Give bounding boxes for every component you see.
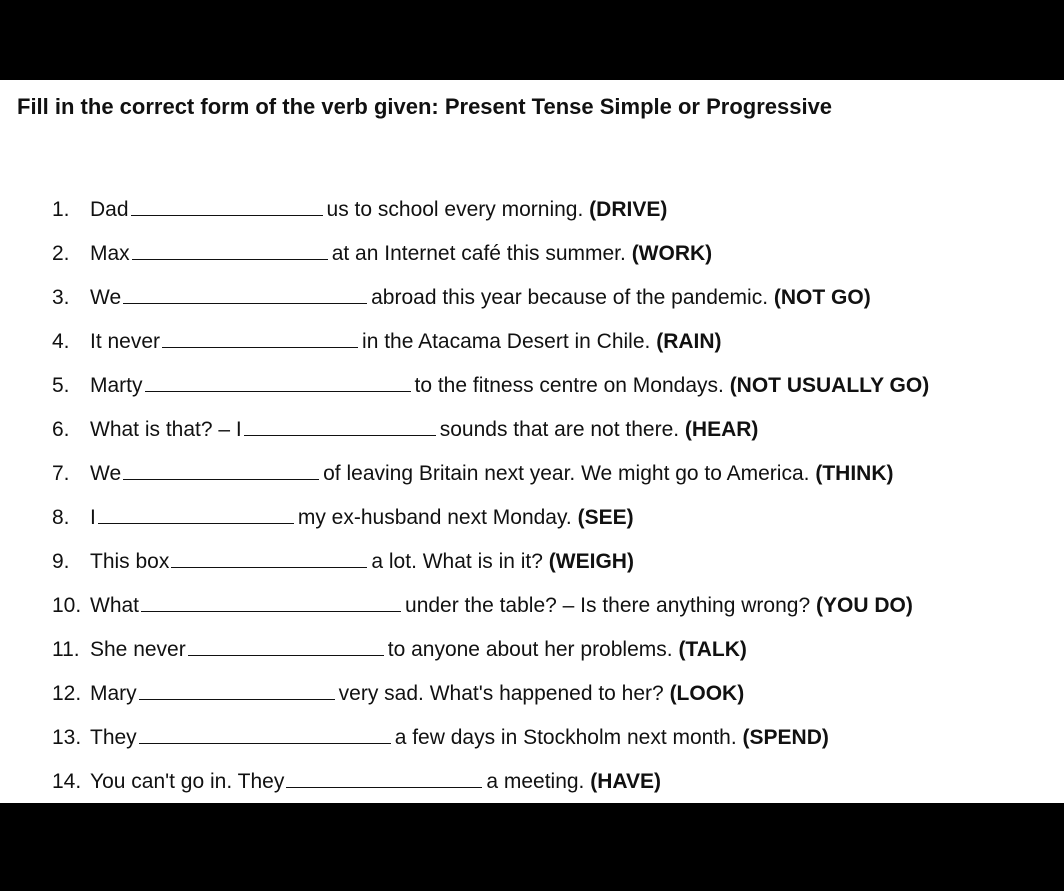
item-number: 4. xyxy=(52,330,70,353)
answer-blank-4[interactable] xyxy=(162,346,358,348)
item-text-after: a meeting. xyxy=(486,770,585,793)
exercise-item-2 xyxy=(52,234,712,266)
item-text-after: in the Atacama Desert in Chile. xyxy=(362,330,651,353)
item-text-after: at an Internet café this summer. xyxy=(331,242,626,265)
item-text-after: abroad this year because of the pandemic. xyxy=(371,286,769,309)
item-number: 8. xyxy=(52,506,70,529)
item-number: 10. xyxy=(52,594,82,617)
item-text-before: What is that? – I xyxy=(90,418,242,441)
item-text-before: Marty xyxy=(90,374,143,397)
item-text-before: It never xyxy=(90,330,161,353)
item-text-before: You can't go in. They xyxy=(90,770,285,793)
exercise-item-1 xyxy=(52,190,772,222)
exercise-item-4 xyxy=(52,322,722,354)
exercise-item-9 xyxy=(52,542,634,574)
item-text-before: Max xyxy=(90,242,130,265)
answer-blank-13[interactable] xyxy=(139,742,391,744)
item-number: 1. xyxy=(52,198,70,221)
exercise-item-12 xyxy=(52,674,744,706)
answer-blank-9[interactable] xyxy=(171,566,367,568)
item-number: 13. xyxy=(52,726,82,749)
item-text-before: What xyxy=(90,594,140,617)
item-number: 11. xyxy=(52,638,80,661)
exercise-item-11 xyxy=(52,630,747,662)
item-text-after: very sad. What's happened to her? xyxy=(338,682,664,705)
answer-blank-6[interactable] xyxy=(244,434,436,436)
exercise-item-13 xyxy=(52,718,829,750)
exercise-item-14 xyxy=(52,762,661,794)
item-text-after: a few days in Stockholm next month. xyxy=(394,726,737,749)
item-text-before: Mary xyxy=(90,682,137,705)
item-text-before: We xyxy=(90,286,122,309)
item-number: 5. xyxy=(52,374,70,397)
answer-blank-11[interactable] xyxy=(188,654,384,656)
exercise-item-10 xyxy=(52,586,913,618)
item-number: 3. xyxy=(52,286,70,309)
exercise-item-6 xyxy=(52,410,758,442)
item-verb-hint: (THINK) xyxy=(815,462,894,485)
item-verb-hint: (YOU DO) xyxy=(815,594,913,617)
exercise-item-7 xyxy=(52,454,893,486)
item-verb-hint: (WEIGH) xyxy=(548,550,634,573)
item-number: 7. xyxy=(52,462,70,485)
answer-blank-8[interactable] xyxy=(98,522,294,524)
item-verb-hint: (HAVE) xyxy=(590,770,662,793)
item-verb-hint: (LOOK) xyxy=(669,682,745,705)
answer-blank-1[interactable] xyxy=(131,214,323,216)
answer-blank-14[interactable] xyxy=(286,786,482,788)
item-text-after: to the fitness centre on Mondays. xyxy=(414,374,724,397)
exercise-item-3 xyxy=(52,278,871,310)
item-verb-hint: (NOT GO) xyxy=(773,286,871,309)
item-text-after: under the table? – Is there anything wrong? xyxy=(405,594,811,617)
worksheet-title: Fill in the correct form of the verb given: Present Tense Simple or Progressive xyxy=(17,94,833,119)
item-verb-hint: (SPEND) xyxy=(742,726,829,749)
item-number: 14. xyxy=(52,770,82,793)
item-verb-hint: (WORK) xyxy=(631,242,713,265)
item-text-after: us to school every morning. xyxy=(326,198,584,221)
item-verb-hint: (HEAR) xyxy=(684,418,759,441)
item-number: 6. xyxy=(52,418,70,441)
item-verb-hint: (SEE) xyxy=(577,506,634,529)
item-number: 9. xyxy=(52,550,70,573)
answer-blank-5[interactable] xyxy=(145,390,411,392)
item-text-before: They xyxy=(90,726,137,749)
item-text-after: to anyone about her problems. xyxy=(387,638,673,661)
item-verb-hint: (RAIN) xyxy=(656,330,722,353)
answer-blank-10[interactable] xyxy=(141,610,401,612)
item-text-before: I xyxy=(90,506,96,529)
item-text-before: Dad xyxy=(90,198,129,221)
answer-blank-7[interactable] xyxy=(123,478,319,480)
item-verb-hint: (NOT USUALLY GO) xyxy=(729,374,930,397)
worksheet-page xyxy=(0,80,1064,803)
item-text-after: sounds that are not there. xyxy=(439,418,680,441)
item-number: 2. xyxy=(52,242,70,265)
item-text-after: a lot. What is in it? xyxy=(371,550,543,573)
answer-blank-3[interactable] xyxy=(123,302,367,304)
answer-blank-12[interactable] xyxy=(139,698,335,700)
item-number: 12. xyxy=(52,682,82,705)
item-text-before: This box xyxy=(90,550,170,573)
item-text-before: She never xyxy=(90,638,186,661)
exercise-item-5 xyxy=(52,366,929,398)
item-text-after: of leaving Britain next year. We might go to America. xyxy=(323,462,810,485)
item-text-before: We xyxy=(90,462,122,485)
item-text-after: my ex-husband next Monday. xyxy=(297,506,572,529)
item-verb-hint: (DRIVE) xyxy=(589,198,668,221)
exercise-item-8 xyxy=(52,498,634,530)
answer-blank-2[interactable] xyxy=(132,258,328,260)
item-verb-hint: (TALK) xyxy=(678,638,747,661)
